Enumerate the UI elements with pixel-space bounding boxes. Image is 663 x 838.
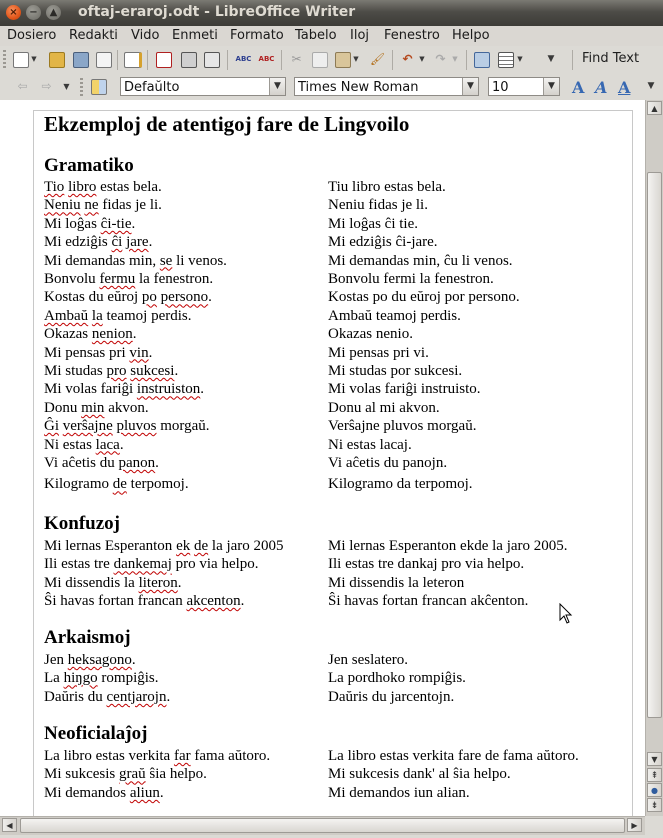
example-correct-line[interactable]: Mi edziĝis ĉi-jare.: [328, 234, 438, 251]
example-incorrect-line[interactable]: [44, 537, 284, 555]
spelling-error-word: se: [159, 252, 173, 269]
previous-page-icon[interactable]: ⇞: [647, 768, 662, 782]
spelling-error-word: ek: [176, 538, 191, 554]
bold-icon[interactable]: A: [572, 78, 585, 97]
close-window-button[interactable]: ×: [6, 5, 21, 20]
spelling-error-word: verŝajne: [62, 418, 113, 435]
example-incorrect-line[interactable]: [44, 288, 212, 306]
example-incorrect-line[interactable]: [44, 325, 136, 343]
text-run: .: [159, 784, 164, 801]
spelling-error-word: ĉi: [111, 234, 123, 251]
toolbar-separator: [572, 50, 573, 70]
spelling-error-word: Ambaŭ: [44, 307, 89, 324]
spelling-error-word: aliun: [129, 784, 160, 801]
example-incorrect-line[interactable]: [44, 307, 191, 325]
scroll-left-button[interactable]: ◀: [2, 818, 17, 832]
menu-dosiero[interactable]: Dosiero: [7, 28, 57, 43]
example-correct-line[interactable]: Mi studas por sukcesi.: [328, 363, 463, 379]
spelling-error-word: literon: [138, 574, 178, 591]
text-run: Kostas du eŭroj: [44, 289, 142, 306]
example-correct-line[interactable]: Mi sukcesis dank' al ŝia helpo.: [328, 766, 511, 783]
chevron-down-icon[interactable]: ▼: [543, 78, 559, 95]
spelling-error-word: libro: [68, 179, 97, 195]
example-incorrect-line[interactable]: [44, 454, 159, 472]
example-incorrect-line[interactable]: [44, 765, 207, 783]
spelling-error-word: pro: [106, 363, 127, 379]
styles-icon[interactable]: [90, 78, 107, 95]
spelling-error-word: la: [91, 307, 103, 324]
menu-fenestro[interactable]: Fenestro: [384, 28, 440, 43]
spelling-error-word: graŭ: [119, 766, 146, 783]
horizontal-scrollbar[interactable]: [0, 816, 645, 835]
menu-formato[interactable]: Formato: [230, 28, 284, 43]
example-correct-line[interactable]: Donu al mi akvon.: [328, 399, 440, 416]
example-correct-line[interactable]: Ambaŭ teamoj perdis.: [328, 307, 461, 324]
example-correct-line[interactable]: Tiu libro estas bela.: [328, 179, 446, 195]
formatting-toolbar: [0, 74, 663, 101]
spelling-error-word: panon: [118, 455, 156, 471]
toolbar-grip[interactable]: [80, 78, 83, 98]
text-run: .: [131, 652, 136, 668]
example-correct-line[interactable]: La libro estas verkita fare de fama aŭtoro.: [328, 748, 579, 764]
spelling-error-word: fermu: [99, 271, 136, 287]
text-run: Okazas: [44, 326, 92, 343]
spelling-error-word: centjarojn: [106, 688, 167, 705]
section-heading[interactable]: Arkaismoj: [44, 627, 131, 648]
redo-icon[interactable]: ↷: [435, 52, 446, 66]
page-border: [632, 110, 633, 816]
navigate-forward-icon[interactable]: ⇨: [41, 79, 52, 93]
toolbar-separator: [147, 50, 148, 70]
nav-overflow-icon[interactable]: ▼: [63, 82, 70, 91]
text-run: Mi volas fariĝi: [44, 381, 137, 398]
maximize-window-button[interactable]: ▲: [46, 5, 61, 20]
text-run: .: [208, 289, 212, 306]
example-correct-line[interactable]: Ŝi havas fortan francan akĉenton.: [328, 593, 529, 610]
paste-icon[interactable]: [334, 51, 351, 68]
example-incorrect-line[interactable]: [44, 233, 152, 251]
example-incorrect-line[interactable]: [44, 555, 259, 573]
undo-icon[interactable]: ↶: [402, 52, 413, 66]
text-run: li venos.: [172, 252, 227, 269]
example-incorrect-line[interactable]: [44, 574, 182, 592]
text-run: Ili estas tre: [44, 556, 114, 573]
text-run: .: [240, 593, 245, 610]
toolbar-separator: [466, 50, 467, 70]
spellcheck-icon[interactable]: ABC: [235, 55, 252, 63]
navigate-back-icon[interactable]: ⇦: [17, 79, 28, 93]
text-run: Mi dissendis la: [44, 574, 139, 591]
text-run: rompiĝis.: [97, 670, 159, 687]
spelling-error-word: jare: [126, 234, 149, 251]
spelling-error-word: ĉi-tie: [100, 215, 132, 232]
example-correct-line[interactable]: Okazas nenio.: [328, 326, 413, 343]
horizontal-scroll-thumb[interactable]: [20, 818, 625, 833]
vertical-scrollbar[interactable]: [645, 100, 663, 816]
text-run: Mi edziĝis: [44, 234, 112, 251]
section-heading[interactable]: Gramatiko: [44, 155, 134, 176]
scroll-right-button[interactable]: ▶: [627, 818, 642, 832]
example-incorrect-line[interactable]: [44, 688, 170, 706]
text-run: .: [148, 234, 153, 251]
example-correct-line[interactable]: Mi volas fariĝi instruisto.: [328, 381, 481, 398]
example-correct-line[interactable]: Mi demandas min, ĉu li venos.: [328, 252, 513, 269]
example-incorrect-line[interactable]: [44, 362, 178, 380]
example-correct-line[interactable]: Verŝajne pluvos morgaŭ.: [328, 418, 477, 435]
text-run: Jen: [44, 652, 68, 668]
hyperlink-icon[interactable]: [473, 51, 490, 68]
table-dropdown-icon[interactable]: ▼: [517, 55, 523, 63]
italic-icon[interactable]: A: [595, 78, 608, 97]
find-text-label[interactable]: Find Text: [582, 51, 640, 66]
spelling-error-word: ne: [84, 197, 99, 214]
text-run: fidas je li.: [98, 197, 162, 214]
menu-vido[interactable]: Vido: [131, 28, 160, 43]
clone-formatting-icon[interactable]: 🖌: [369, 52, 386, 66]
menu-iloj[interactable]: Iloj: [350, 28, 370, 43]
font-size-select[interactable]: [488, 77, 560, 96]
example-correct-line[interactable]: Mi lernas Esperanton ekde la jaro 2005.: [328, 538, 568, 554]
spelling-error-word: vin: [129, 344, 149, 361]
paragraph-style-value: Defaŭlto: [124, 80, 180, 95]
spelling-error-word: de: [112, 476, 127, 493]
new-document-icon[interactable]: [12, 51, 29, 68]
autospellcheck-icon[interactable]: ABC: [258, 55, 275, 63]
example-correct-line[interactable]: Mi demandos iun alian.: [328, 784, 470, 801]
toolbar-separator: [227, 50, 228, 70]
underline-icon[interactable]: A: [618, 78, 631, 97]
text-run: Daŭris du: [44, 688, 107, 705]
example-incorrect-line[interactable]: [44, 380, 204, 398]
scroll-up-button[interactable]: ▲: [647, 101, 662, 115]
spelling-error-word: laca: [95, 436, 120, 453]
text-run: Kilogramo: [44, 476, 113, 493]
text-run: Vi aĉetis du: [44, 455, 119, 471]
new-dropdown-icon[interactable]: ▼: [31, 55, 37, 63]
spelling-error-word: far: [173, 748, 191, 764]
example-correct-line[interactable]: Mi loĝas ĉi tie.: [328, 215, 418, 232]
text-run: Mi lernas Esperanton: [44, 538, 177, 554]
text-run: .: [132, 326, 137, 343]
example-correct-line[interactable]: Daŭris du jarcentojn.: [328, 688, 455, 705]
menu-helpo[interactable]: Helpo: [452, 28, 490, 43]
document-area[interactable]: [0, 100, 645, 816]
text-run: .: [131, 215, 136, 232]
next-page-icon[interactable]: ⇟: [647, 798, 662, 812]
text-run: morgaŭ.: [156, 418, 210, 435]
example-incorrect-line[interactable]: [44, 669, 159, 687]
text-run: Mi studas: [44, 363, 107, 379]
spelling-error-word: pluvos: [116, 418, 157, 435]
example-incorrect-line[interactable]: [44, 784, 164, 802]
spelling-error-word: Tio: [44, 179, 65, 195]
toolbar-overflow-icon[interactable]: ▼: [547, 54, 555, 64]
vertical-scroll-thumb[interactable]: [647, 172, 662, 718]
format-overflow-icon[interactable]: ▼: [647, 81, 655, 91]
section-heading[interactable]: Konfuzoj: [44, 513, 120, 534]
menu-bar: [0, 26, 663, 46]
example-correct-line[interactable]: Mi dissendis la leteron: [328, 574, 465, 591]
page-border: [33, 110, 34, 816]
copy-icon[interactable]: [311, 51, 328, 68]
toolbar-separator: [281, 50, 282, 70]
undo-dropdown-icon[interactable]: ▼: [419, 55, 425, 63]
paragraph-style-select[interactable]: [120, 77, 286, 96]
redo-dropdown-icon[interactable]: ▼: [452, 55, 458, 63]
spelling-error-word: persono: [160, 289, 209, 306]
page-border: [33, 110, 633, 111]
text-run: Ni estas: [44, 436, 96, 453]
text-run: teamoj perdis.: [102, 307, 192, 324]
example-incorrect-line[interactable]: [44, 270, 213, 288]
text-run: akvon.: [104, 399, 149, 416]
spelling-error-word: hiŋgo: [63, 670, 98, 687]
toolbar-grip[interactable]: [3, 50, 6, 70]
paste-dropdown-icon[interactable]: ▼: [353, 55, 359, 63]
example-incorrect-line[interactable]: [44, 215, 135, 233]
edit-file-icon[interactable]: [124, 51, 141, 68]
scrollbar-corner: [645, 816, 663, 838]
example-correct-line[interactable]: La pordhoko rompiĝis.: [328, 670, 466, 687]
example-incorrect-line[interactable]: [44, 475, 189, 493]
chevron-down-icon[interactable]: ▼: [269, 78, 285, 95]
example-incorrect-line[interactable]: [44, 436, 124, 454]
text-run: .: [119, 436, 124, 453]
menu-redakti[interactable]: Redakti: [69, 28, 118, 43]
table-icon[interactable]: [497, 51, 514, 68]
section-heading[interactable]: Neoficialaĵoj: [44, 723, 148, 744]
spelling-error-word: heksagono: [67, 652, 132, 668]
example-incorrect-line[interactable]: [44, 178, 162, 196]
standard-toolbar: [0, 46, 663, 75]
text-run: La: [44, 670, 64, 687]
example-incorrect-line[interactable]: [44, 196, 162, 214]
spelling-error-word: de: [193, 538, 209, 554]
text-run: estas bela.: [96, 179, 162, 195]
text-run: Ŝi havas fortan francan: [44, 593, 187, 610]
text-run: Mi pensas pri: [44, 344, 130, 361]
text-run: pro via helpo.: [171, 556, 259, 573]
spelling-error-word: min: [81, 399, 105, 416]
spelling-error-word: Ĝi: [44, 418, 59, 435]
example-incorrect-line[interactable]: [44, 252, 227, 270]
example-incorrect-line[interactable]: [44, 651, 136, 669]
font-name-value: Times New Roman: [298, 80, 419, 95]
text-run: .: [166, 688, 171, 705]
text-run: Mi demandas min,: [44, 252, 160, 269]
spelling-error-word: sukcesi: [130, 363, 175, 379]
menu-enmeti[interactable]: Enmeti: [172, 28, 218, 43]
text-run: .: [200, 381, 204, 398]
example-incorrect-line[interactable]: [44, 399, 149, 417]
document-page[interactable]: [0, 100, 640, 816]
toolbar-separator: [117, 50, 118, 70]
window-title: oftaj-eraroj.odt - LibreOffice Writer: [78, 4, 356, 20]
example-correct-line[interactable]: Kilogramo da terpomoj.: [328, 476, 473, 493]
example-incorrect-line[interactable]: [44, 747, 270, 765]
example-correct-line[interactable]: Kostas po du eŭroj por persono.: [328, 289, 520, 306]
spelling-error-word: instruiston: [136, 381, 201, 398]
spelling-error-word: dankemaj: [113, 556, 172, 573]
text-run: .: [174, 363, 179, 379]
text-run: Donu: [44, 399, 82, 416]
save-icon[interactable]: [72, 51, 89, 68]
navigator-icon[interactable]: ●: [647, 783, 662, 797]
example-correct-line[interactable]: Ni estas lacaj.: [328, 436, 412, 453]
cut-icon[interactable]: ✂: [291, 52, 302, 66]
spelling-error-word: nenion: [91, 326, 133, 343]
menu-tabelo[interactable]: Tabelo: [295, 28, 337, 43]
title-bar: [0, 0, 663, 26]
text-run: fama aŭtoro.: [190, 748, 271, 764]
print-icon[interactable]: [180, 51, 197, 68]
text-run: Mi loĝas: [44, 215, 101, 232]
email-icon[interactable]: [95, 51, 112, 68]
export-pdf-icon[interactable]: [155, 51, 172, 68]
open-folder-icon[interactable]: [48, 51, 65, 68]
example-correct-line[interactable]: Bonvolu fermi la fenestron.: [328, 271, 494, 287]
scroll-down-button[interactable]: ▼: [647, 752, 662, 766]
text-run: Mi demandos: [44, 784, 130, 801]
text-run: la fenestron.: [135, 271, 214, 287]
text-run: .: [177, 574, 182, 591]
minimize-window-button[interactable]: −: [26, 5, 41, 20]
font-size-value: 10: [492, 80, 509, 95]
example-correct-line[interactable]: Vi aĉetis du panojn.: [328, 455, 448, 471]
text-run: ŝia helpo.: [145, 766, 207, 783]
font-name-select[interactable]: [294, 77, 479, 96]
spelling-error-word: akcenton: [186, 593, 241, 610]
toolbar-separator: [392, 50, 393, 70]
text-run: .: [155, 455, 159, 471]
chevron-down-icon[interactable]: ▼: [462, 78, 478, 95]
text-run: terpomoj.: [126, 476, 189, 493]
text-run: Mi sukcesis: [44, 766, 119, 783]
spelling-error-word: Neniu: [44, 197, 81, 214]
example-correct-line[interactable]: Ili estas tre dankaj pro via helpo.: [328, 556, 525, 573]
example-correct-line[interactable]: Mi pensas pri vi.: [328, 344, 429, 361]
example-correct-line[interactable]: Neniu fidas je li.: [328, 197, 428, 214]
text-run: La libro estas verkita: [44, 748, 174, 764]
print-preview-icon[interactable]: [203, 51, 220, 68]
text-run: .: [148, 344, 153, 361]
example-incorrect-line[interactable]: [44, 344, 152, 362]
document-title[interactable]: Ekzemploj de atentigoj fare de Lingvoilo: [44, 112, 410, 136]
mouse-pointer-icon: [559, 603, 573, 625]
example-correct-line[interactable]: Jen seslatero.: [328, 652, 408, 668]
spelling-error-word: po: [141, 289, 157, 306]
example-incorrect-line[interactable]: [44, 417, 210, 435]
text-run: la jaro 2005: [208, 538, 284, 554]
text-run: Bonvolu: [44, 271, 100, 287]
example-incorrect-line[interactable]: [44, 592, 244, 610]
